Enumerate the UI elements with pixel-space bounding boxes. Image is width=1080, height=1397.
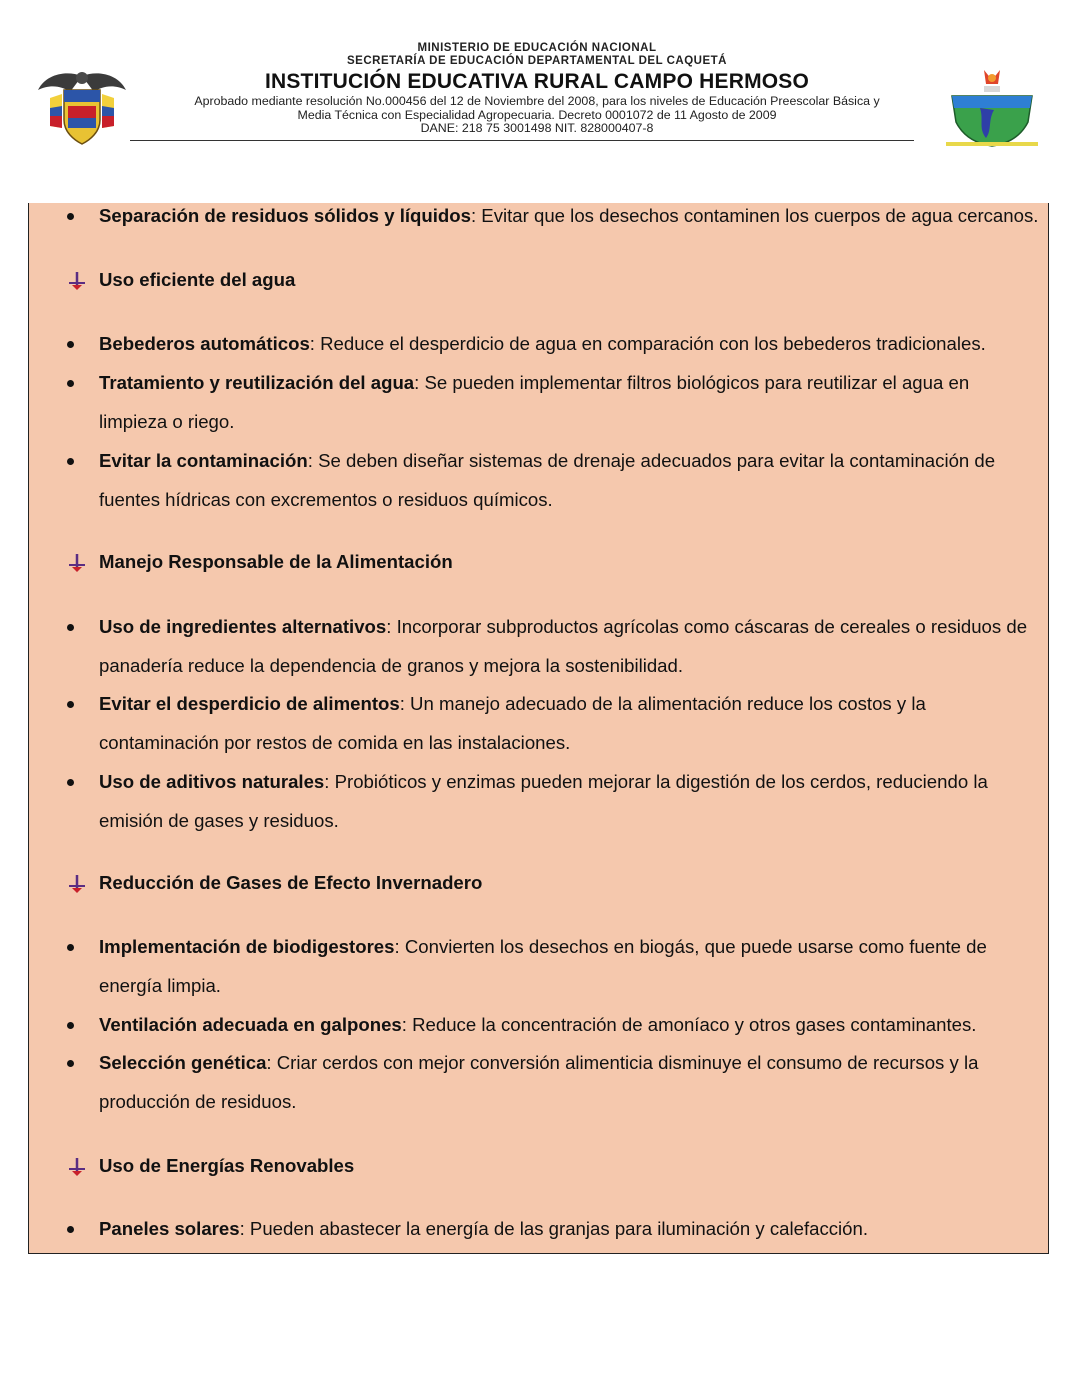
item-title: Selección genética	[99, 1052, 267, 1073]
item-text: : Probióticos y enzimas pueden mejorar la digestión de los cerdos, reduciendo la	[324, 771, 988, 792]
item-title: Implementación de biodigestores	[99, 936, 395, 957]
item-text-continued: limpieza o riego.	[99, 410, 235, 432]
secretary-line: SECRETARÍA DE EDUCACIÓN DEPARTAMENTAL DEL CAQUETÁ	[347, 55, 727, 67]
header-divider	[130, 140, 914, 141]
colombia-coat-of-arms-icon	[36, 68, 128, 146]
heading-label: Reducción de Gases de Efecto Invernadero	[99, 872, 483, 893]
item-text: : Se pueden implementar filtros biológicos para reutilizar el agua en	[414, 372, 970, 393]
item-text: : Pueden abastecer la energía de las granjas para iluminación y calefacción.	[239, 1218, 869, 1239]
item-title: Uso de ingredientes alternativos	[99, 616, 387, 637]
heading-label: Uso de Energías Renovables	[99, 1155, 355, 1176]
arrow-down-marker-icon	[67, 271, 87, 291]
bullet-icon	[67, 1226, 74, 1233]
arrow-down-marker-icon	[67, 553, 87, 573]
item-title: Tratamiento y reutilización del agua	[99, 372, 415, 393]
bullet-icon	[67, 701, 74, 708]
item-title: Ventilación adecuada en galpones	[99, 1014, 402, 1035]
item-text-continued: contaminación por restos de comida en las instalaciones.	[99, 731, 571, 753]
item-text: : Reduce el desperdicio de agua en comparación con los bebederos tradicionales.	[309, 333, 986, 354]
bullet-icon	[67, 1022, 74, 1029]
item-title: Evitar la contaminación	[99, 450, 308, 471]
item-title: Paneles solares	[99, 1218, 240, 1239]
bullet-icon	[67, 458, 74, 465]
item-text: : Evitar que los desechos contaminen los cuerpos de agua cercanos.	[470, 205, 1039, 226]
heading-label: Uso eficiente del agua	[99, 269, 296, 290]
bullet-icon	[67, 341, 74, 348]
arrow-down-marker-icon	[67, 874, 87, 894]
dane-nit-line: DANE: 218 75 3001498 NIT. 828000407-8	[420, 121, 654, 135]
institution-title: INSTITUCIÓN EDUCATIVA RURAL CAMPO HERMOSO	[264, 70, 810, 93]
bullet-icon	[67, 213, 74, 220]
heading-label: Manejo Responsable de la Alimentación	[99, 551, 453, 572]
content-box	[28, 203, 1049, 1254]
ministry-line: MINISTERIO DE EDUCACIÓN NACIONAL	[417, 42, 657, 54]
item-text: : Se deben diseñar sistemas de drenaje adecuados para evitar la contaminación de	[307, 450, 996, 471]
item-text-continued: fuentes hídricas con excrementos o residuos químicos.	[99, 488, 553, 510]
approval-line-2: Media Técnica con Especialidad Agropecuaria. Decreto 0001072 de 11 Agosto de 2009	[297, 107, 777, 122]
item-text-continued: energía limpia.	[99, 974, 221, 996]
item-text-continued: producción de residuos.	[99, 1090, 297, 1112]
item-text: : Convierten los desechos en biogás, que puede usarse como fuente de	[394, 936, 987, 957]
bullet-icon	[67, 380, 74, 387]
document-header	[0, 0, 1080, 160]
item-title: Evitar el desperdicio de alimentos	[99, 693, 400, 714]
item-text-continued: emisión de gases y residuos.	[99, 809, 339, 831]
item-text: : Reduce la concentración de amoníaco y otros gases contaminantes.	[401, 1014, 977, 1035]
bullet-icon	[67, 1060, 74, 1067]
item-title: Separación de residuos sólidos y líquidos	[99, 205, 471, 226]
arrow-down-marker-icon	[67, 1157, 87, 1177]
bullet-icon	[67, 779, 74, 786]
item-text: : Un manejo adecuado de la alimentación reduce los costos y la	[399, 693, 926, 714]
item-text: : Criar cerdos con mejor conversión alimenticia disminuye el consumo de recursos y la	[266, 1052, 979, 1073]
bullet-icon	[67, 944, 74, 951]
item-text-continued: panadería reduce la dependencia de granos y mejora la sostenibilidad.	[99, 654, 684, 676]
item-title: Uso de aditivos naturales	[99, 771, 325, 792]
approval-line-1: Aprobado mediante resolución No.000456 del 12 de Noviembre del 2008, para los niveles de Educación Preescolar Básica y	[194, 94, 880, 108]
item-text: : Incorporar subproductos agrícolas como cáscaras de cereales o residuos de	[386, 616, 1028, 637]
header-text-block	[128, 42, 946, 136]
school-shield-icon	[940, 66, 1044, 150]
bullet-icon	[67, 624, 74, 631]
item-title: Bebederos automáticos	[99, 333, 310, 354]
